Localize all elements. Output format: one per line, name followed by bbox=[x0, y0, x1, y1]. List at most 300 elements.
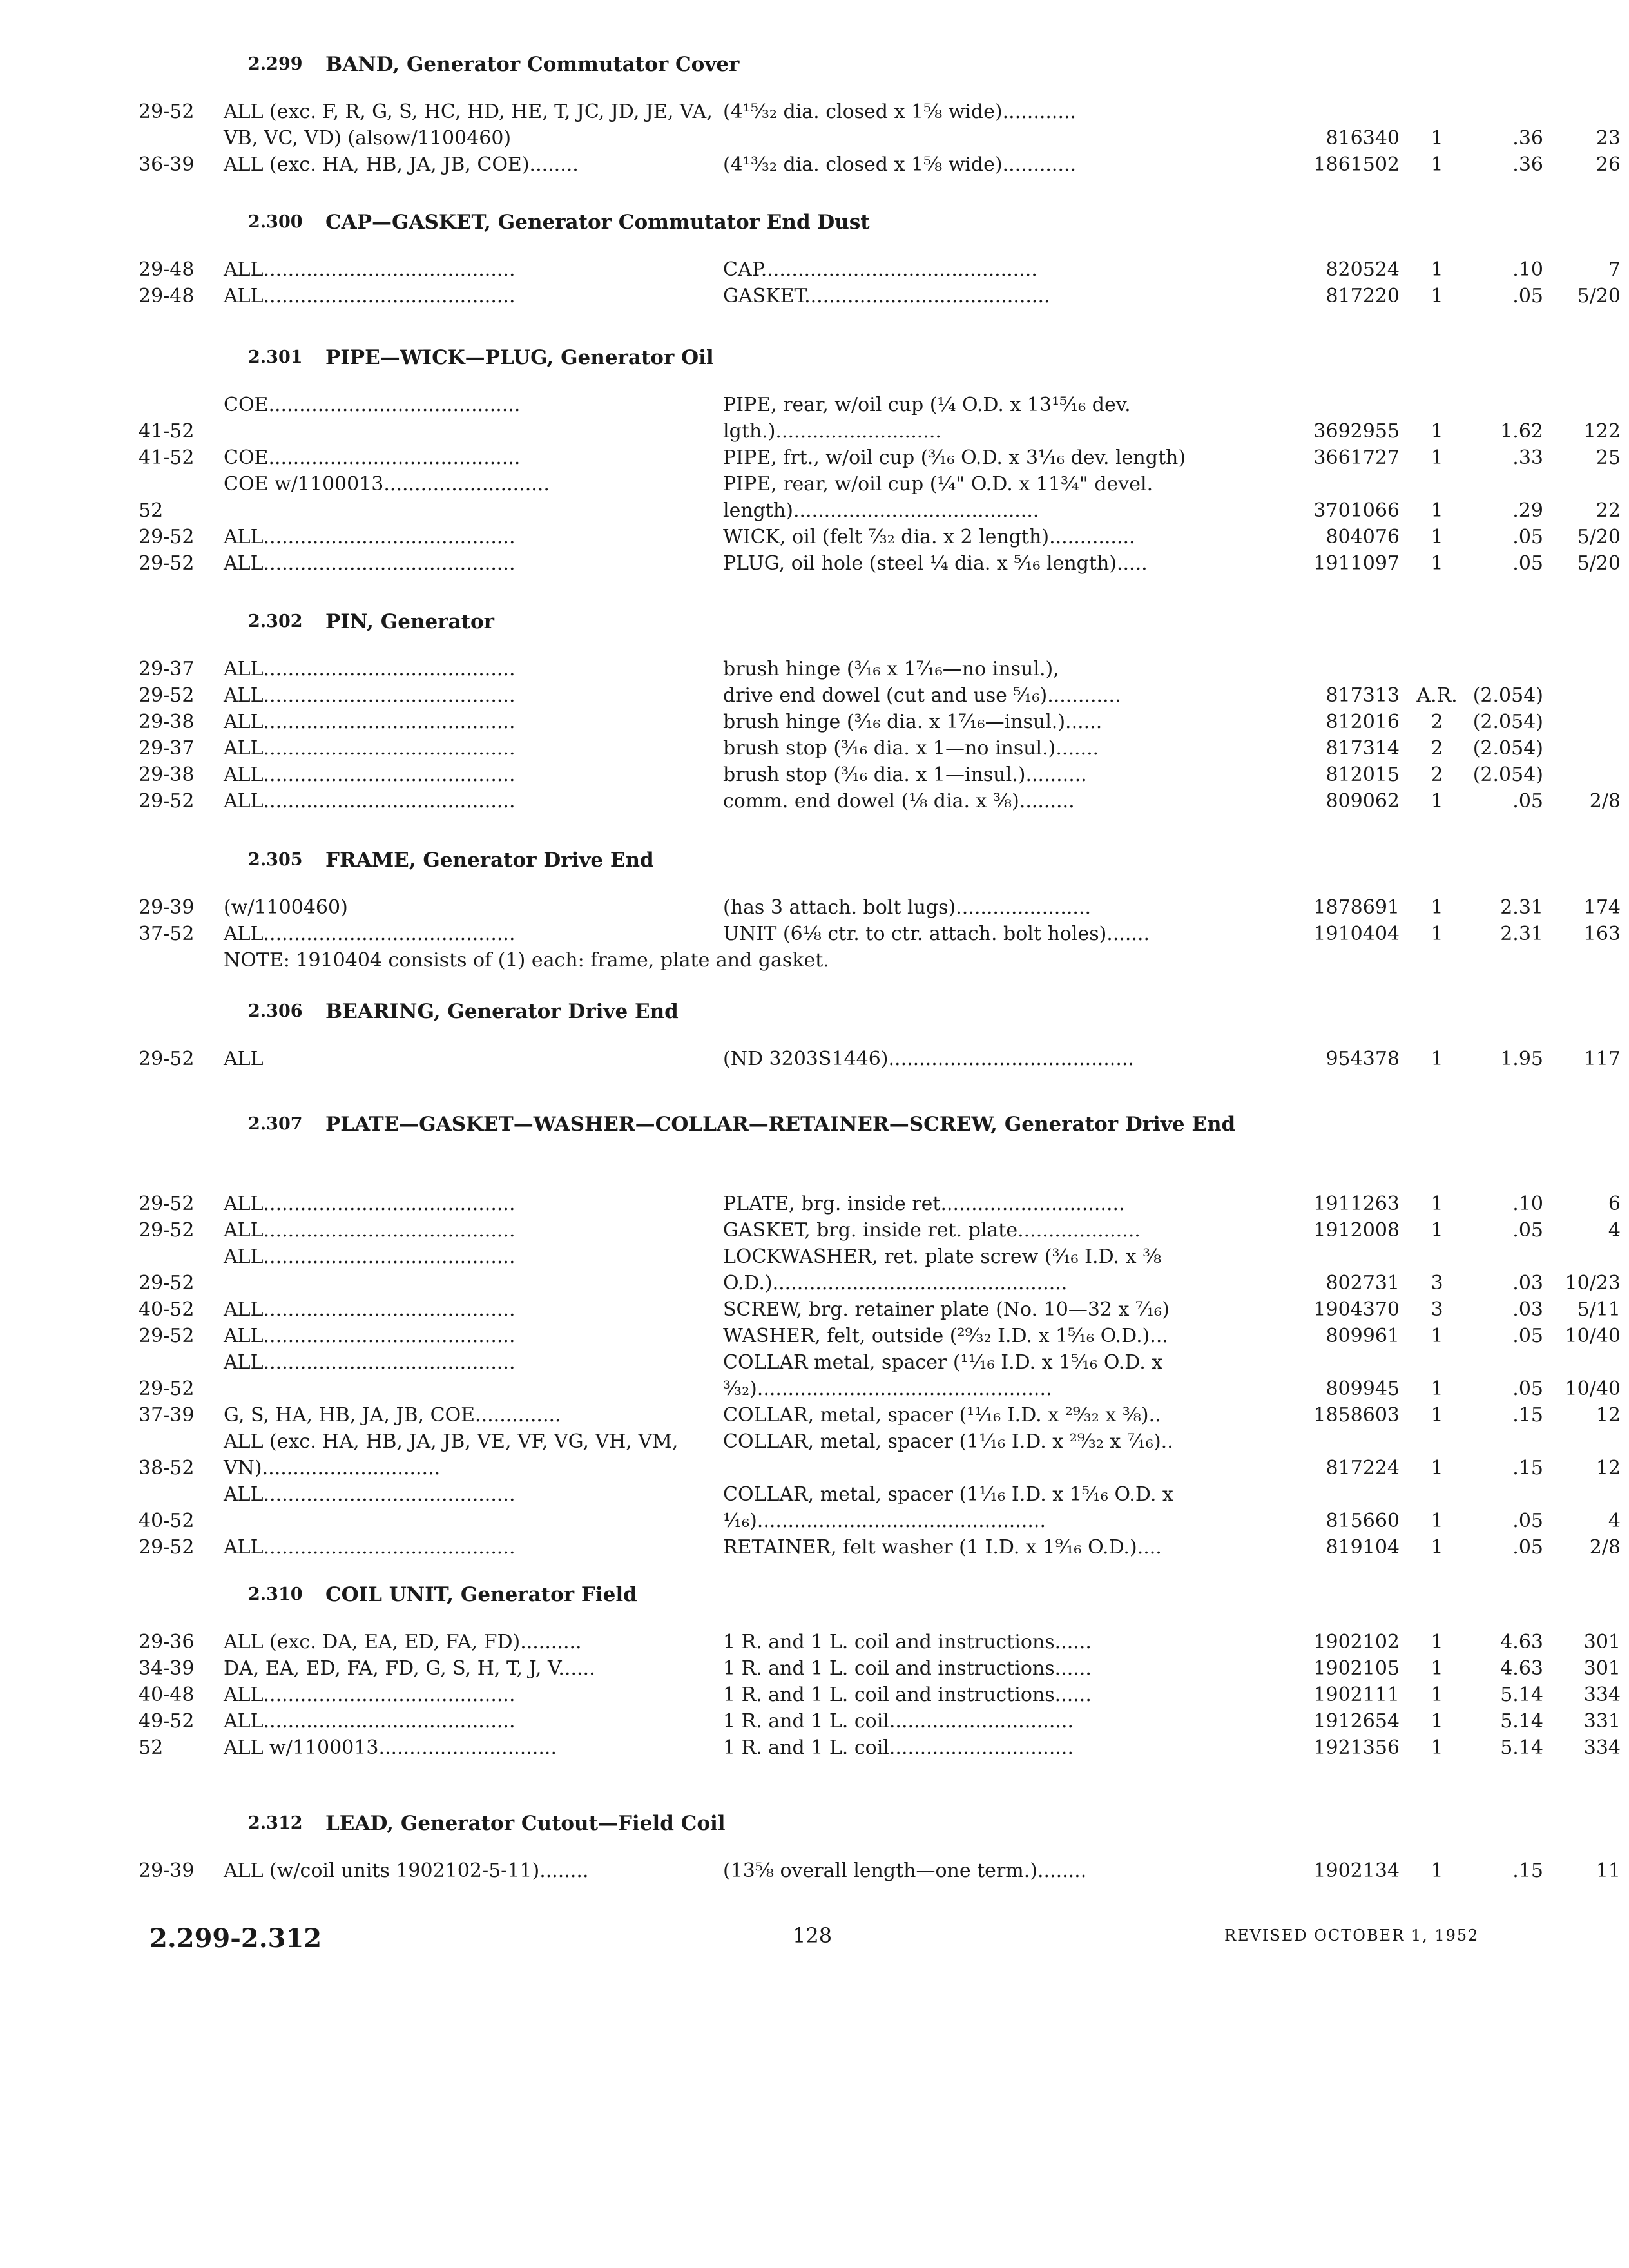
part-number: 1912654 bbox=[1313, 1710, 1400, 1733]
quantity: 1 bbox=[1431, 1631, 1443, 1653]
part-number: 817314 bbox=[1325, 737, 1400, 760]
part-number: 1902105 bbox=[1313, 1657, 1400, 1680]
catalog-section bbox=[139, 48, 1621, 178]
footer-page-number: 128 bbox=[793, 1923, 833, 1948]
table-row bbox=[139, 762, 1543, 788]
weight: 334 bbox=[1583, 1684, 1621, 1706]
table-row bbox=[139, 99, 1621, 151]
part-description: 1 R. and 1 L. coil.............................. bbox=[723, 1710, 1074, 1733]
weight: 6 bbox=[1608, 1193, 1621, 1215]
parts-table bbox=[139, 1629, 1621, 1761]
weight: 11 bbox=[1595, 1860, 1621, 1882]
part-description: 1 R. and 1 L. coil and instructions...... bbox=[723, 1631, 1092, 1653]
model-applicability: ALL......................................... bbox=[224, 526, 516, 548]
model-applicability: ALL......................................... bbox=[224, 737, 516, 760]
table-row bbox=[139, 1323, 1621, 1349]
part-number: 1878691 bbox=[1313, 896, 1400, 919]
part-description: SCREW, brg. retainer plate (No. 10—32 x ⁷⁄₁₆) bbox=[723, 1298, 1170, 1321]
part-description: 1 R. and 1 L. coil and instructions...... bbox=[723, 1684, 1092, 1706]
weight: 4 bbox=[1608, 1510, 1621, 1532]
part-number: 3701066 bbox=[1313, 499, 1400, 522]
part-number: 812015 bbox=[1325, 764, 1400, 786]
table-row bbox=[139, 1858, 1621, 1884]
model-applicability: ALL......................................... bbox=[224, 764, 516, 786]
part-description: COLLAR, metal, spacer (¹¹⁄₁₆ I.D. x ²⁹⁄₃₂ x ⅜).. bbox=[723, 1404, 1161, 1427]
footer-section-range: 2.299-2.312 bbox=[149, 1923, 322, 1954]
section-name: BAND, Generator Commutator Cover bbox=[325, 53, 740, 76]
quantity: 3 bbox=[1431, 1298, 1443, 1321]
section-number: 2.300 bbox=[248, 212, 303, 232]
model-year: 29-52 bbox=[139, 1378, 195, 1400]
part-description: brush stop (³⁄₁₆ dia. x 1—insul.).......... bbox=[723, 764, 1087, 786]
part-description: GASKET, brg. inside ret. plate.................... bbox=[723, 1219, 1141, 1242]
price: (2.054) bbox=[1472, 764, 1543, 786]
part-number: 815660 bbox=[1325, 1510, 1400, 1532]
part-number: 812016 bbox=[1325, 711, 1400, 733]
weight: 2/8 bbox=[1589, 790, 1621, 812]
section-number: 2.301 bbox=[248, 347, 303, 367]
model-applicability: ALL......................................... bbox=[224, 1710, 516, 1733]
table-row bbox=[139, 1708, 1621, 1735]
catalog-section bbox=[139, 206, 1621, 309]
parts-table bbox=[139, 256, 1621, 309]
section-header bbox=[139, 48, 1492, 81]
part-description: brush hinge (³⁄₁₆ x 1⁷⁄₁₆—no insul.), bbox=[723, 658, 1059, 680]
part-description: 1 R. and 1 L. coil and instructions...... bbox=[723, 1657, 1092, 1680]
weight: 5/20 bbox=[1577, 285, 1621, 307]
quantity: 1 bbox=[1431, 258, 1443, 281]
quantity: 2 bbox=[1431, 737, 1443, 760]
part-description: PIPE, rear, w/oil cup (¼" O.D. x 11¾" devel. length)........................................ bbox=[723, 473, 1153, 522]
model-applicability: ALL......................................... bbox=[224, 923, 516, 945]
part-description: drive end dowel (cut and use ⁵⁄₁₆)............ bbox=[723, 684, 1121, 707]
table-row bbox=[139, 524, 1621, 550]
table-row bbox=[139, 283, 1621, 309]
table-row bbox=[139, 392, 1621, 445]
weight: 2/8 bbox=[1589, 1536, 1621, 1559]
model-year: 37-39 bbox=[139, 1404, 195, 1427]
part-description: RETAINER, felt washer (1 I.D. x 1⁹⁄₁₆ O.D.).... bbox=[723, 1536, 1162, 1559]
part-number: 1904370 bbox=[1313, 1298, 1400, 1321]
price: .33 bbox=[1512, 447, 1543, 469]
price: 1.62 bbox=[1500, 420, 1543, 443]
part-description: (4¹⁵⁄₃₂ dia. closed x 1⅝ wide)............ bbox=[723, 101, 1077, 123]
quantity: A.R. bbox=[1416, 684, 1458, 707]
catalog-section bbox=[139, 995, 1621, 1072]
price: (2.054) bbox=[1472, 737, 1543, 760]
model-year: 29-39 bbox=[139, 896, 195, 919]
footer-revised-date: REVISED OCTOBER 1, 1952 bbox=[1224, 1927, 1480, 1945]
model-applicability: ALL......................................... bbox=[224, 258, 516, 281]
quantity: 1 bbox=[1431, 1404, 1443, 1427]
weight: 25 bbox=[1595, 447, 1621, 469]
part-description: (ND 3203S1446)........................................ bbox=[723, 1048, 1134, 1070]
section-name: CAP—GASKET, Generator Commutator End Dust bbox=[325, 211, 870, 234]
weight: 10/40 bbox=[1565, 1378, 1621, 1400]
part-number: 809961 bbox=[1325, 1325, 1400, 1347]
parts-table bbox=[139, 1191, 1621, 1561]
table-row bbox=[139, 1402, 1621, 1428]
quantity: 1 bbox=[1431, 1657, 1443, 1680]
model-applicability: ALL (exc. HA, HB, JA, JB, COE)........ bbox=[224, 153, 579, 176]
part-number: 816340 bbox=[1325, 127, 1400, 149]
price: .05 bbox=[1512, 285, 1543, 307]
part-number: 1858603 bbox=[1313, 1404, 1400, 1427]
section-name: PIPE—WICK—PLUG, Generator Oil bbox=[325, 346, 714, 369]
quantity: 1 bbox=[1431, 153, 1443, 176]
quantity: 1 bbox=[1431, 1378, 1443, 1400]
weight: 334 bbox=[1583, 1736, 1621, 1759]
parts-table bbox=[139, 392, 1621, 577]
quantity: 1 bbox=[1431, 1536, 1443, 1559]
part-number: 1911097 bbox=[1313, 552, 1400, 575]
table-row bbox=[139, 445, 1621, 471]
price: .05 bbox=[1512, 526, 1543, 548]
model-year: 37-52 bbox=[139, 923, 195, 945]
section-note: NOTE: 1910404 consists of (1) each: frame, plate and gasket. bbox=[224, 949, 829, 972]
part-description: UNIT (6⅛ ctr. to ctr. attach. bolt holes)....... bbox=[723, 923, 1150, 945]
model-applicability: ALL......................................... bbox=[224, 684, 516, 707]
quantity: 1 bbox=[1431, 1193, 1443, 1215]
table-row bbox=[139, 1655, 1621, 1682]
part-description: GASKET........................................ bbox=[723, 285, 1050, 307]
model-year: 29-52 bbox=[139, 101, 195, 123]
table-row bbox=[139, 1629, 1621, 1655]
quantity: 1 bbox=[1431, 285, 1443, 307]
weight: 7 bbox=[1608, 258, 1621, 281]
part-number: 819104 bbox=[1325, 1536, 1400, 1559]
price: .05 bbox=[1512, 1378, 1543, 1400]
section-header bbox=[139, 1807, 1492, 1840]
table-row bbox=[139, 682, 1543, 709]
section-name: PLATE—GASKET—WASHER—COLLAR—RETAINER—SCREW, Generator Drive End bbox=[325, 1113, 1236, 1136]
quantity: 2 bbox=[1431, 764, 1443, 786]
part-number: 1902111 bbox=[1313, 1684, 1400, 1706]
model-year: 34-39 bbox=[139, 1657, 195, 1680]
parts-table bbox=[139, 1858, 1621, 1884]
part-description: COLLAR, metal, spacer (1¹⁄₁₆ I.D. x ²⁹⁄₃₂ x ⁷⁄₁₆).. bbox=[723, 1430, 1173, 1453]
part-number: 817220 bbox=[1325, 285, 1400, 307]
model-applicability: ALL......................................... bbox=[224, 1684, 516, 1706]
part-number: 1912008 bbox=[1313, 1219, 1400, 1242]
model-year: 29-39 bbox=[139, 1860, 195, 1882]
table-row bbox=[139, 656, 1492, 682]
table-row bbox=[139, 788, 1621, 814]
part-description: COLLAR, metal, spacer (1¹⁄₁₆ I.D. x 1⁵⁄₁₆ O.D. x ⅟₁₆)............................................... bbox=[723, 1483, 1173, 1532]
section-number: 2.310 bbox=[248, 1584, 303, 1604]
model-applicability: COE......................................... bbox=[224, 447, 521, 469]
table-row bbox=[139, 894, 1621, 921]
weight: 122 bbox=[1583, 420, 1621, 443]
model-applicability: ALL......................................... bbox=[224, 1536, 516, 1559]
section-name: BEARING, Generator Drive End bbox=[325, 1000, 679, 1023]
table-row bbox=[139, 1296, 1621, 1323]
model-applicability: ALL......................................... bbox=[224, 285, 516, 307]
table-row bbox=[139, 1046, 1621, 1072]
table-row bbox=[139, 151, 1621, 178]
model-applicability: ALL......................................... bbox=[224, 1325, 516, 1347]
price: .03 bbox=[1512, 1298, 1543, 1321]
price: 5.14 bbox=[1500, 1710, 1543, 1733]
section-number: 2.306 bbox=[248, 1001, 303, 1021]
price: .15 bbox=[1512, 1404, 1543, 1427]
parts-table bbox=[139, 1046, 1621, 1072]
part-number: 1911263 bbox=[1313, 1193, 1400, 1215]
weight: 301 bbox=[1583, 1631, 1621, 1653]
weight: 117 bbox=[1583, 1048, 1621, 1070]
table-row bbox=[139, 735, 1543, 762]
model-year: 29-52 bbox=[139, 1272, 195, 1294]
table-row bbox=[139, 471, 1621, 524]
part-description: brush stop (³⁄₁₆ dia. x 1—no insul.)....... bbox=[723, 737, 1099, 760]
model-year: 40-48 bbox=[139, 1684, 195, 1706]
model-applicability: ALL......................................... bbox=[224, 1351, 516, 1374]
weight: 5/20 bbox=[1577, 526, 1621, 548]
model-year: 29-52 bbox=[139, 790, 195, 812]
price: .10 bbox=[1512, 258, 1543, 281]
weight: 163 bbox=[1583, 923, 1621, 945]
weight: 12 bbox=[1595, 1404, 1621, 1427]
quantity: 1 bbox=[1431, 1048, 1443, 1070]
weight: 5/11 bbox=[1577, 1298, 1621, 1321]
quantity: 1 bbox=[1431, 420, 1443, 443]
price: 1.95 bbox=[1500, 1048, 1543, 1070]
weight: 10/23 bbox=[1565, 1272, 1621, 1294]
part-description: WASHER, felt, outside (²⁹⁄₃₂ I.D. x 1⁵⁄₁₆ O.D.)... bbox=[723, 1325, 1168, 1347]
weight: 5/20 bbox=[1577, 552, 1621, 575]
model-applicability: COE w/1100013........................... bbox=[224, 473, 550, 495]
catalog-section bbox=[139, 844, 1621, 974]
model-applicability: ALL (exc. HA, HB, JA, JB, VE, VF, VG, VH, VM, VN)............................. bbox=[224, 1430, 679, 1479]
part-number: 820524 bbox=[1325, 258, 1400, 281]
model-year: 29-52 bbox=[139, 1048, 195, 1070]
quantity: 3 bbox=[1431, 1272, 1443, 1294]
quantity: 1 bbox=[1431, 1860, 1443, 1882]
part-number: 3661727 bbox=[1313, 447, 1400, 469]
parts-table bbox=[139, 894, 1621, 947]
price: .15 bbox=[1512, 1457, 1543, 1479]
model-applicability: ALL......................................... bbox=[224, 1193, 516, 1215]
section-number: 2.307 bbox=[248, 1114, 303, 1134]
price: 2.31 bbox=[1500, 923, 1543, 945]
price: .10 bbox=[1512, 1193, 1543, 1215]
part-number: 804076 bbox=[1325, 526, 1400, 548]
part-number: 817313 bbox=[1325, 684, 1400, 707]
part-description: comm. end dowel (⅛ dia. x ⅜)......... bbox=[723, 790, 1075, 812]
part-number: 817224 bbox=[1325, 1457, 1400, 1479]
model-year: 29-48 bbox=[139, 285, 195, 307]
section-header bbox=[139, 995, 1492, 1028]
table-row bbox=[139, 1244, 1621, 1296]
price: .05 bbox=[1512, 1325, 1543, 1347]
quantity: 1 bbox=[1431, 1219, 1443, 1242]
price: .05 bbox=[1512, 790, 1543, 812]
model-applicability: ALL......................................... bbox=[224, 790, 516, 812]
part-number: 809945 bbox=[1325, 1378, 1400, 1400]
section-name: COIL UNIT, Generator Field bbox=[325, 1583, 637, 1606]
weight: 10/40 bbox=[1565, 1325, 1621, 1347]
model-year: 29-52 bbox=[139, 1536, 195, 1559]
model-applicability: ALL (exc. DA, EA, ED, FA, FD).......... bbox=[224, 1631, 582, 1653]
model-applicability: G, S, HA, HB, JA, JB, COE.............. bbox=[224, 1404, 561, 1427]
quantity: 2 bbox=[1431, 711, 1443, 733]
catalog-section bbox=[139, 341, 1621, 577]
model-year: 29-37 bbox=[139, 658, 195, 680]
section-number: 2.299 bbox=[248, 54, 303, 74]
part-description: PIPE, frt., w/oil cup (³⁄₁₆ O.D. x 3¹⁄₁₆ dev. length) bbox=[723, 447, 1186, 469]
quantity: 1 bbox=[1431, 526, 1443, 548]
catalog-section bbox=[139, 606, 1621, 814]
quantity: 1 bbox=[1431, 790, 1443, 812]
part-number: 809062 bbox=[1325, 790, 1400, 812]
section-header bbox=[139, 606, 1492, 638]
weight: 22 bbox=[1595, 499, 1621, 522]
table-row bbox=[139, 709, 1543, 735]
model-year: 29-37 bbox=[139, 737, 195, 760]
price: .15 bbox=[1512, 1860, 1543, 1882]
section-header bbox=[139, 341, 1492, 374]
part-description: PLUG, oil hole (steel ¼ dia. x ⁵⁄₁₆ length)..... bbox=[723, 552, 1148, 575]
model-applicability: ALL......................................... bbox=[224, 1245, 516, 1268]
quantity: 1 bbox=[1431, 1684, 1443, 1706]
quantity: 1 bbox=[1431, 1710, 1443, 1733]
model-year: 36-39 bbox=[139, 153, 195, 176]
part-description: (4¹³⁄₃₂ dia. closed x 1⅝ wide)............ bbox=[723, 153, 1077, 176]
weight: 26 bbox=[1595, 153, 1621, 176]
section-header bbox=[139, 1108, 1492, 1173]
quantity: 1 bbox=[1431, 499, 1443, 522]
model-year: 49-52 bbox=[139, 1710, 195, 1733]
model-applicability: DA, EA, ED, FA, FD, G, S, H, T, J, V...... bbox=[224, 1657, 595, 1680]
table-row bbox=[139, 1534, 1621, 1561]
section-number: 2.305 bbox=[248, 850, 303, 870]
part-description: WICK, oil (felt ⁷⁄₃₂ dia. x 2 length).............. bbox=[723, 526, 1135, 548]
table-row bbox=[139, 1481, 1621, 1534]
part-description: CAP............................................. bbox=[723, 258, 1037, 281]
price: 2.31 bbox=[1500, 896, 1543, 919]
table-row bbox=[139, 550, 1621, 577]
weight: 174 bbox=[1583, 896, 1621, 919]
price: .05 bbox=[1512, 552, 1543, 575]
price: .05 bbox=[1512, 1219, 1543, 1242]
weight: 4 bbox=[1608, 1219, 1621, 1242]
model-year: 29-52 bbox=[139, 552, 195, 575]
price: (2.054) bbox=[1472, 684, 1543, 707]
model-applicability: COE......................................... bbox=[224, 394, 521, 416]
part-number: 1861502 bbox=[1313, 153, 1400, 176]
section-name: LEAD, Generator Cutout—Field Coil bbox=[325, 1812, 726, 1835]
part-description: (has 3 attach. bolt lugs)...................... bbox=[723, 896, 1092, 919]
weight: 12 bbox=[1595, 1457, 1621, 1479]
model-applicability: ALL w/1100013............................. bbox=[224, 1736, 557, 1759]
model-year: 29-52 bbox=[139, 1219, 195, 1242]
parts-table bbox=[139, 656, 1621, 814]
model-year: 41-52 bbox=[139, 447, 195, 469]
model-year: 29-52 bbox=[139, 1193, 195, 1215]
part-number: 1902102 bbox=[1313, 1631, 1400, 1653]
part-number: 1910404 bbox=[1313, 923, 1400, 945]
quantity: 1 bbox=[1431, 447, 1443, 469]
table-row bbox=[139, 1217, 1621, 1244]
model-year: 29-38 bbox=[139, 711, 195, 733]
price: 4.63 bbox=[1500, 1631, 1543, 1653]
price: .05 bbox=[1512, 1510, 1543, 1532]
catalog-section bbox=[139, 1807, 1621, 1884]
catalog-section bbox=[139, 1108, 1621, 1561]
part-description: PIPE, rear, w/oil cup (¼ O.D. x 13¹⁵⁄₁₆ dev. lgth.)........................... bbox=[723, 394, 1131, 443]
part-number: 1921356 bbox=[1313, 1736, 1400, 1759]
model-applicability: (w/1100460) bbox=[224, 896, 348, 919]
quantity: 1 bbox=[1431, 552, 1443, 575]
part-number: 954378 bbox=[1325, 1048, 1400, 1070]
model-applicability: ALL bbox=[224, 1048, 264, 1070]
model-year: 52 bbox=[139, 499, 164, 522]
model-applicability: ALL (exc. F, R, G, S, HC, HD, HE, T, JC, JD, JE, VA, VB, VC, VD) (alsow/1100460) bbox=[224, 101, 713, 149]
model-year: 29-52 bbox=[139, 684, 195, 707]
quantity: 1 bbox=[1431, 923, 1443, 945]
weight: 301 bbox=[1583, 1657, 1621, 1680]
section-header bbox=[139, 1579, 1492, 1611]
quantity: 1 bbox=[1431, 127, 1443, 149]
model-year: 52 bbox=[139, 1736, 164, 1759]
price: 4.63 bbox=[1500, 1657, 1543, 1680]
model-year: 40-52 bbox=[139, 1298, 195, 1321]
part-number: 3692955 bbox=[1313, 420, 1400, 443]
quantity: 1 bbox=[1431, 1510, 1443, 1532]
part-description: PLATE, brg. inside ret.............................. bbox=[723, 1193, 1125, 1215]
part-number: 802731 bbox=[1325, 1272, 1400, 1294]
table-row bbox=[139, 1428, 1621, 1481]
table-row bbox=[139, 921, 1621, 947]
model-year: 40-52 bbox=[139, 1510, 195, 1532]
model-year: 29-48 bbox=[139, 258, 195, 281]
part-description: LOCKWASHER, ret. plate screw (³⁄₁₆ I.D. x ⅜ O.D.)................................................ bbox=[723, 1245, 1162, 1294]
section-number: 2.312 bbox=[248, 1813, 303, 1833]
table-row bbox=[139, 256, 1621, 283]
part-number: 1902134 bbox=[1313, 1860, 1400, 1882]
price: 5.14 bbox=[1500, 1684, 1543, 1706]
catalog-section bbox=[139, 1579, 1621, 1761]
quantity: 1 bbox=[1431, 1736, 1443, 1759]
section-name: PIN, Generator bbox=[325, 610, 494, 633]
model-year: 29-38 bbox=[139, 764, 195, 786]
price: 5.14 bbox=[1500, 1736, 1543, 1759]
table-row bbox=[139, 1682, 1621, 1708]
price: (2.054) bbox=[1472, 711, 1543, 733]
part-description: (13⅝ overall length—one term.)........ bbox=[723, 1860, 1087, 1882]
section-name: FRAME, Generator Drive End bbox=[325, 849, 654, 872]
price: .29 bbox=[1512, 499, 1543, 522]
table-row bbox=[139, 1191, 1621, 1217]
model-applicability: ALL......................................... bbox=[224, 552, 516, 575]
part-description: COLLAR metal, spacer (¹¹⁄₁₆ I.D. x 1⁵⁄₁₆ O.D. x ³⁄₃₂)................................................ bbox=[723, 1351, 1163, 1400]
model-applicability: ALL......................................... bbox=[224, 1483, 516, 1506]
price: .36 bbox=[1512, 127, 1543, 149]
table-row bbox=[139, 1735, 1621, 1761]
model-year: 29-52 bbox=[139, 1325, 195, 1347]
section-number: 2.302 bbox=[248, 611, 303, 631]
price: .36 bbox=[1512, 153, 1543, 176]
model-year: 29-52 bbox=[139, 526, 195, 548]
model-applicability: ALL......................................... bbox=[224, 658, 516, 680]
weight: 331 bbox=[1583, 1710, 1621, 1733]
part-description: brush hinge (³⁄₁₆ dia. x 1⁷⁄₁₆—insul.)...... bbox=[723, 711, 1103, 733]
parts-table bbox=[139, 99, 1621, 178]
price: .05 bbox=[1512, 1536, 1543, 1559]
part-description: 1 R. and 1 L. coil.............................. bbox=[723, 1736, 1074, 1759]
weight: 23 bbox=[1595, 127, 1621, 149]
model-applicability: ALL (w/coil units 1902102-5-11)........ bbox=[224, 1860, 589, 1882]
